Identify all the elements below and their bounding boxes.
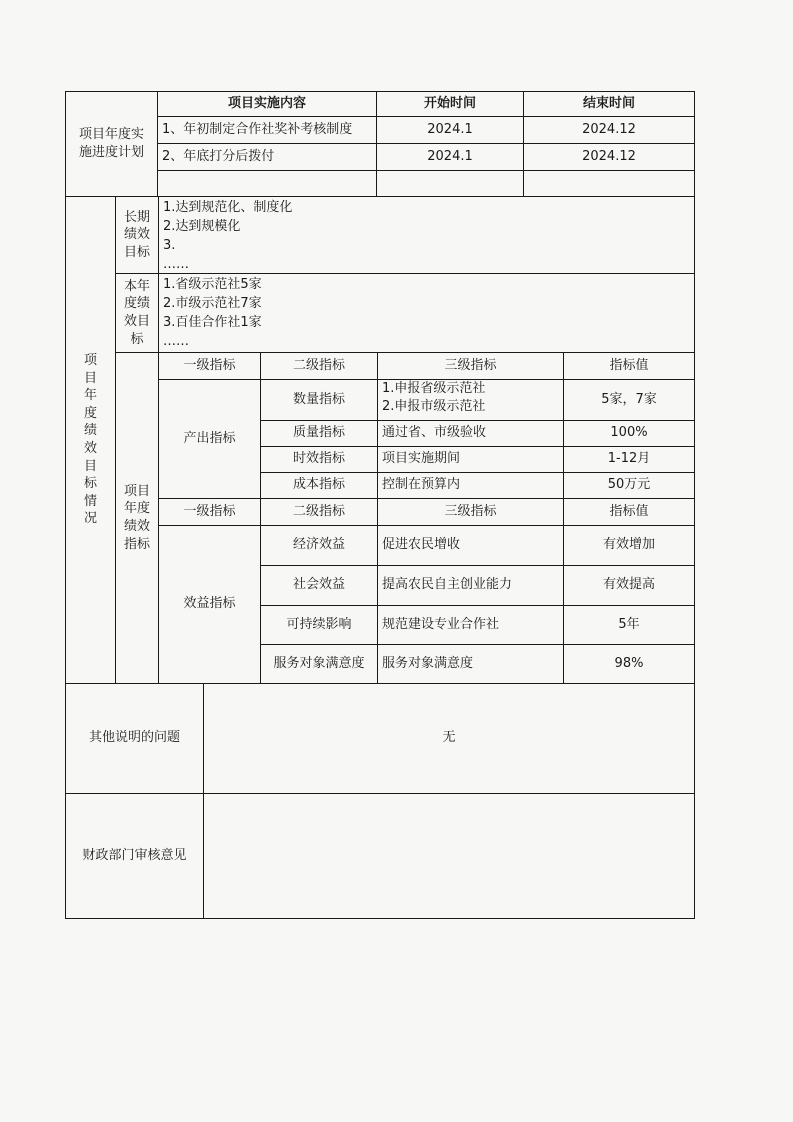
- annual-goal-list: [158, 273, 695, 353]
- economic-benefit: 经济效益: [260, 525, 378, 566]
- schedule-row-3-start: [376, 170, 524, 197]
- schedule-row-1-start: 2024.1: [376, 116, 524, 144]
- annual-goal-item: 1.省级示范社5家: [163, 277, 262, 292]
- quality-indicator-value: 100%: [563, 420, 695, 447]
- schedule-label-line-1: 项目年度实: [78, 127, 144, 143]
- goals-label-char-7: 目: [83, 458, 97, 474]
- header-level3-repeat: 三级指标: [377, 498, 564, 526]
- schedule-row-1-end: 2024.12: [523, 116, 695, 144]
- annual-goal-item: 2.市级示范社7家: [163, 295, 262, 311]
- quantity-detail-line-2: 2.申报市级示范社: [382, 398, 486, 414]
- schedule-label-line-2: 施进度计划: [78, 145, 144, 160]
- social-benefit: 社会效益: [260, 565, 378, 606]
- goals-label-char-5: 绩: [83, 423, 97, 439]
- long-term-goal-item: 3.: [163, 237, 176, 253]
- annual-label-line-1: 本年: [123, 278, 150, 294]
- header-value: 指标值: [563, 352, 695, 380]
- quantity-indicator-value: 5家，7家: [563, 379, 695, 421]
- social-benefit-detail: 提高农民自主创业能力: [377, 565, 564, 606]
- schedule-row-2-content: 2、年底打分后拨付: [157, 143, 377, 171]
- economic-benefit-value: 有效增加: [563, 525, 695, 566]
- long-term-goal-item: ……: [163, 256, 189, 272]
- other-issues-value: 无: [203, 683, 695, 794]
- annual-goal-item: ……: [163, 333, 189, 349]
- schedule-header-content: 项目实施内容: [157, 91, 377, 117]
- indicators-side-label: [115, 352, 159, 684]
- long-term-label-line-3: 目标: [123, 244, 150, 260]
- schedule-section-label: [65, 91, 158, 197]
- header-level2-repeat: 二级指标: [260, 498, 378, 526]
- quantity-indicator-detail: [377, 379, 564, 421]
- social-benefit-value: 有效提高: [563, 565, 695, 606]
- schedule-row-3-end: [523, 170, 695, 197]
- satisfaction-indicator-detail: 服务对象满意度: [377, 644, 564, 684]
- annual-goal-label: [115, 273, 159, 353]
- header-level1-repeat: 一级指标: [158, 498, 261, 526]
- goals-label-char-8: 标: [83, 476, 97, 492]
- goals-label-char-10: 况: [83, 511, 97, 527]
- quality-indicator-detail: 通过省、市级验收: [377, 420, 564, 447]
- header-value-repeat: 指标值: [563, 498, 695, 526]
- indicators-label-line-4: 指标: [123, 536, 150, 552]
- indicators-label-line-2: 年度: [123, 501, 150, 517]
- indicators-label-line-1: 项目: [123, 483, 150, 499]
- goals-label-char-4: 度: [83, 405, 97, 421]
- annual-label-line-3: 效目: [123, 314, 150, 329]
- header-level2: 二级指标: [260, 352, 378, 380]
- schedule-row-1-content: 1、年初制定合作社奖补考核制度: [157, 116, 377, 144]
- sustainable-impact: 可持续影响: [260, 605, 378, 645]
- schedule-row-3-content: [157, 170, 377, 197]
- sustainable-impact-detail: 规范建设专业合作社: [377, 605, 564, 645]
- long-term-goal-item: 1.达到规范化、制度化: [163, 200, 293, 215]
- goals-label-char-1: 项: [83, 353, 97, 369]
- goals-section-label: [65, 196, 116, 684]
- goals-label-char-3: 年: [83, 388, 97, 404]
- long-term-goal-label: [115, 196, 159, 274]
- goals-label-char-2: 目: [83, 370, 97, 386]
- cost-indicator-detail: 控制在预算内: [377, 472, 564, 499]
- schedule-row-2-end: 2024.12: [523, 143, 695, 171]
- satisfaction-indicator-value: 98%: [563, 644, 695, 684]
- finance-review-label: 财政部门审核意见: [65, 793, 204, 919]
- satisfaction-indicator: 服务对象满意度: [260, 644, 378, 684]
- annual-goal-item: 3.百佳合作社1家: [163, 314, 262, 330]
- quantity-detail-line-1: 1.申报省级示范社: [382, 381, 486, 396]
- schedule-row-2-start: 2024.1: [376, 143, 524, 171]
- quality-indicator: 质量指标: [260, 420, 378, 447]
- schedule-header-start: 开始时间: [376, 91, 524, 117]
- timeliness-indicator: 时效指标: [260, 446, 378, 473]
- finance-review-value: [203, 793, 695, 919]
- cost-indicator-value: 50万元: [563, 472, 695, 499]
- timeliness-indicator-value: 1-12月: [563, 446, 695, 473]
- cost-indicator: 成本指标: [260, 472, 378, 499]
- header-level3: 三级指标: [377, 352, 564, 380]
- annual-label-line-2: 度绩: [123, 296, 150, 312]
- long-term-goal-item: 2.达到规模化: [163, 218, 241, 234]
- other-issues-label: 其他说明的问题: [65, 683, 204, 794]
- long-term-goal-list: [158, 196, 695, 274]
- economic-benefit-detail: 促进农民增收: [377, 525, 564, 566]
- header-level1: 一级指标: [158, 352, 261, 380]
- sustainable-impact-value: 5年: [563, 605, 695, 645]
- indicators-label-line-3: 绩效: [123, 519, 150, 534]
- timeliness-indicator-detail: 项目实施期间: [377, 446, 564, 473]
- long-term-label-line-2: 绩效: [123, 227, 150, 243]
- long-term-label-line-1: 长期: [123, 209, 150, 225]
- goals-label-char-9: 情: [83, 493, 97, 509]
- output-indicator-label: 产出指标: [158, 379, 261, 499]
- schedule-header-end: 结束时间: [523, 91, 695, 117]
- annual-label-line-4: 标: [130, 331, 144, 347]
- benefit-indicator-label: 效益指标: [158, 525, 261, 684]
- goals-label-char-6: 效: [83, 441, 97, 456]
- quantity-indicator: 数量指标: [260, 379, 378, 421]
